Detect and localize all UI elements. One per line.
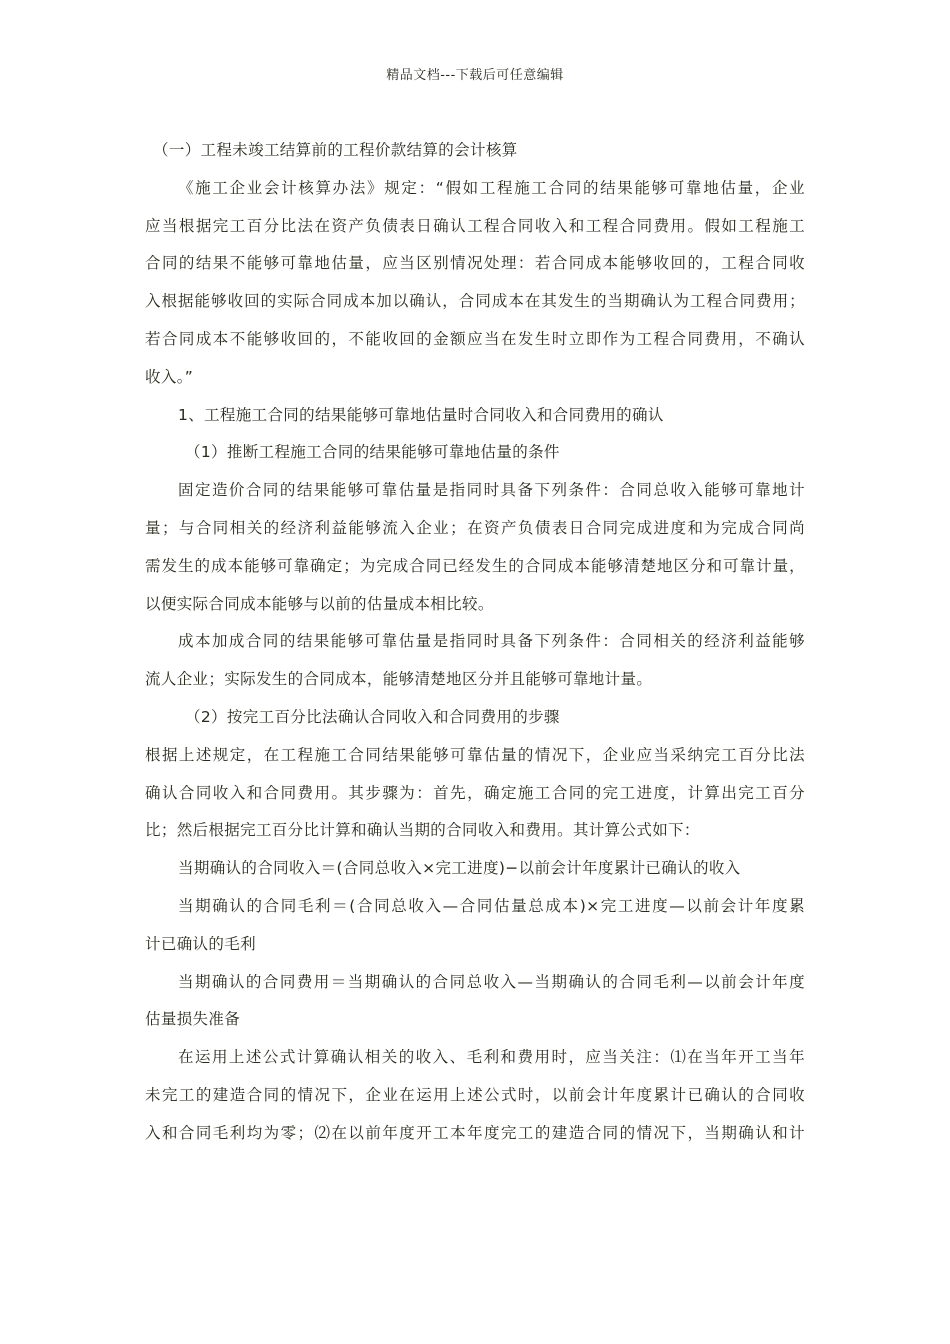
text-line: 应当根据完工百分比法在资产负债表日确认工程合同收入和工程合同费用。假如工程施工 bbox=[145, 216, 805, 235]
text-line: 收入。” bbox=[145, 367, 194, 386]
text-line: （一）工程未竣工结算前的工程价款结算的会计核算 bbox=[153, 141, 518, 159]
text-line: 以便实际合同成本能够与以前的估量成本相比较。 bbox=[145, 594, 494, 613]
text-line: 确认合同收入和合同费用。其步骤为：首先，确定施工合同的完工进度，计算出完工百分 bbox=[145, 783, 805, 802]
text-line: 当期确认的合同费用＝当期确认的合同总收入—当期确认的合同毛利—以前会计年度 bbox=[178, 972, 805, 991]
text-line: 估量损失准备 bbox=[145, 1010, 241, 1029]
text-line: （1）推断工程施工合同的结果能够可靠地估量的条件 bbox=[185, 443, 560, 462]
text-line: 入和合同毛利均为零；⑵在以前年度开工本年度完工的建造合同的情况下，当期确认和计 bbox=[145, 1123, 805, 1142]
text-line: 《施工企业会计核算办法》规定：“假如工程施工合同的结果能够可靠地估量，企业 bbox=[178, 178, 805, 197]
text-line: （2）按完工百分比法确认合同收入和合同费用的步骤 bbox=[185, 707, 560, 726]
text-line: 在运用上述公式计算确认相关的收入、毛利和费用时，应当关注：⑴在当年开工当年 bbox=[178, 1048, 805, 1067]
text-line: 固定造价合同的结果能够可靠估量是指同时具备下列条件：合同总收入能够可靠地计 bbox=[178, 481, 805, 500]
text-line: 当期确认的合同毛利＝(合同总收入—合同估量总成本)×完工进度—以前会计年度累 bbox=[178, 896, 805, 915]
text-line: 需发生的成本能够可靠确定；为完成合同已经发生的合同成本能够清楚地区分和可靠计量， bbox=[145, 556, 805, 575]
text-line: 流人企业；实际发生的合同成本，能够清楚地区分并且能够可靠地计量。 bbox=[145, 670, 653, 689]
text-line: 量；与合同相关的经济利益能够流入企业；在资产负债表日合同完成进度和为完成合同尚 bbox=[145, 518, 805, 537]
text-line: 当期确认的合同收入＝(合同总收入×完工进度)−以前会计年度累计已确认的收入 bbox=[178, 859, 741, 878]
text-line: 合同的结果不能够可靠地估量，应当区别情况处理：若合同成本能够收回的，工程合同收 bbox=[145, 254, 805, 273]
text-line: 1、工程施工合同的结果能够可靠地估量时合同收入和合同费用的确认 bbox=[178, 405, 664, 424]
text-line: 比；然后根据完工百分比计算和确认当期的合同收入和费用。其计算公式如下： bbox=[145, 821, 700, 840]
document-body bbox=[145, 132, 805, 1153]
text-line: 若合同成本不能够收回的，不能收回的金额应当在发生时立即作为工程合同费用，不确认 bbox=[145, 329, 805, 348]
text-line: 入根据能够收回的实际合同成本加以确认，合同成本在其发生的当期确认为工程合同费用； bbox=[145, 292, 805, 311]
text-line: 根据上述规定，在工程施工合同结果能够可靠估量的情况下，企业应当采纳完工百分比法 bbox=[145, 745, 805, 764]
text-line: 成本加成合同的结果能够可靠估量是指同时具备下列条件：合同相关的经济利益能够 bbox=[178, 632, 805, 651]
page-header: 精品文档---下载后可任意编辑 bbox=[386, 68, 564, 83]
text-line: 计已确认的毛利 bbox=[145, 934, 256, 953]
text-line: 未完工的建造合同的情况下，企业在运用上述公式时，以前会计年度累计已确认的合同收 bbox=[145, 1085, 805, 1104]
